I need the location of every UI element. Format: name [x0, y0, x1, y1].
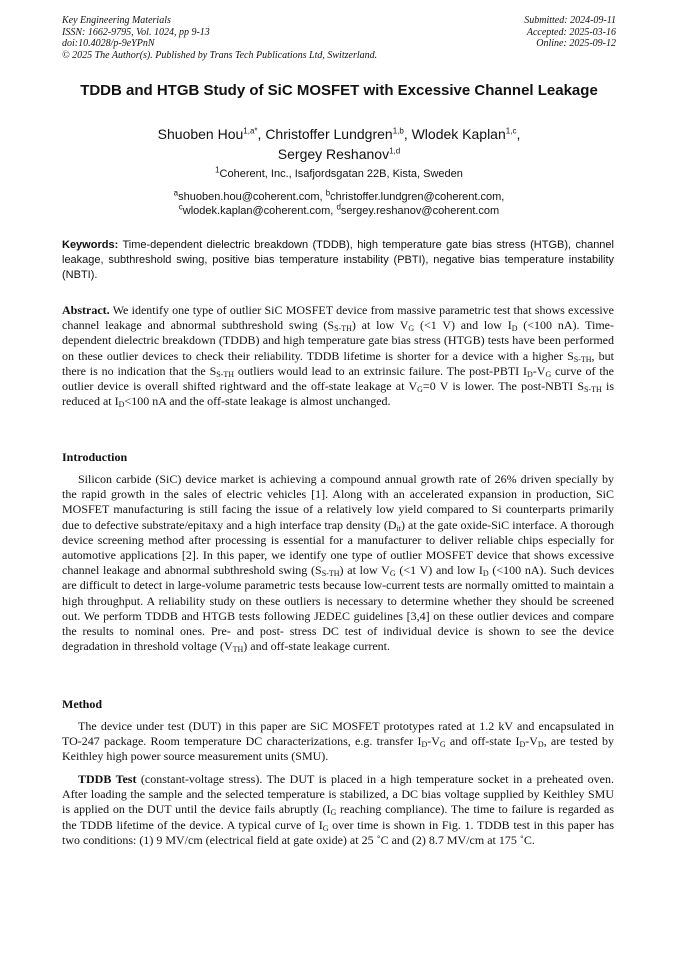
text-run: Silicon carbide (SiC) device market is achieving a compound annual growth rate of 26% driven specially by the rapid growth in the sales of electric vehicles [1]. Along with an accelerated expansion in production, SiC MOSFET manufacturing is still facing the issue of a relatively low yield compared to Si counterparts primarily due to defective substrate/epitaxy and a high interface trap density (D	[62, 472, 614, 532]
accepted-date: Accepted: 2025-03-16	[526, 26, 616, 38]
subscript: D	[511, 324, 518, 334]
text-run: reaching compliance). The time to failure is regarded as the TDDB lifetime of the device. A typical curve of I	[62, 802, 615, 832]
author-marker: 1,d	[389, 146, 401, 156]
journal-name: Key Engineering Materials	[62, 15, 171, 26]
abstract-label: Abstract.	[62, 303, 110, 317]
keywords-section	[62, 238, 614, 283]
subscript: D	[519, 740, 526, 750]
text-run: We identify one type of outlier SiC MOSFET device from massive parametric test that shows excessive channel leakage and abnormal subthreshold swing (S	[62, 303, 614, 333]
email-marker: a	[173, 188, 179, 198]
text-run: The device under test (DUT) in this paper are SiC MOSFET prototypes rated at 1.2 kV and encapsulated in TO-247 package. Room temperature DC characterizations, e.g. transfer I	[62, 719, 614, 749]
subscript: G	[330, 808, 337, 818]
author-marker: 1,c	[505, 126, 517, 136]
tddb-test-label: TDDB Test	[78, 772, 137, 786]
author-name: Sergey Reshanov	[277, 146, 390, 162]
dates-info	[416, 15, 616, 50]
email-marker: d	[336, 202, 341, 212]
affiliation	[70, 167, 608, 181]
subscript: D	[118, 400, 125, 410]
text-run: -V	[525, 734, 538, 749]
text-run: and off-state I	[445, 734, 520, 749]
online-date: Online: 2025-09-12	[536, 38, 616, 49]
text-run: ) at low V	[339, 563, 390, 578]
affiliation-text: Coherent, Inc., Isafjordsgatan 22B, Kista, Sweden	[219, 168, 463, 180]
author-list	[70, 124, 608, 164]
subscript: G	[545, 369, 552, 379]
text-run: (<100 nA). Such devices are difficult to detect in large-volume parametric tests because low-current tests are normally omitted to maintain a high throughput. A reliability study on these outliers is necessary to determine whether they should be screened out. We perform TDDB and HTGB tests following JEDEC guidelines [3,4] on these outlier devices and compare the results to nominal ones. Pre- and post- stress DC test of individual device is shown to see the device degradation in threshold voltage (V	[62, 563, 614, 654]
subscript: S-TH	[321, 569, 340, 579]
subscript: D	[482, 569, 489, 579]
author-marker: 1,a*	[243, 126, 258, 136]
email-link[interactable]: christoffer.lundgren@coherent.com,	[330, 191, 505, 203]
author-name: Shuoben Hou	[157, 126, 244, 142]
text-run: , are tested by Keithley high power source measurement units (SMU).	[62, 734, 615, 764]
email-marker: b	[325, 188, 331, 198]
text-run: (<1 V) and low I	[395, 563, 483, 578]
email-list	[70, 190, 608, 218]
method-paragraph-tddb	[62, 772, 614, 848]
text-run: (<100 nA). Time-dependent dielectric breakdown (TDDB) and high temperature gate bias stress (HTGB) tests have been performed on these outlier devices to check their reliability. TDDB lifetime is shorter for a device with a higher S	[62, 318, 614, 363]
subscript: G	[417, 385, 423, 395]
subscript: it	[396, 523, 401, 533]
subscript: S-TH	[216, 369, 235, 379]
introduction-paragraph	[62, 472, 614, 654]
text-run: (constant-voltage stress). The DUT is placed in a high temperature socket in a preheated oven. After loading the sample and the selected temperature is stabilized, a DC bias voltage supplied by Keithley SMU is applied on the DUT until the device fails abruptly (I	[62, 772, 614, 817]
subscript: D	[537, 740, 544, 750]
text-run: (<1 V) and low I	[414, 318, 512, 333]
subscript: G	[322, 823, 329, 833]
paper-title: TDDB and HTGB Study of SiC MOSFET with Excessive Channel Leakage	[80, 82, 598, 99]
abstract-paragraph	[62, 303, 614, 409]
subscript: D	[526, 369, 533, 379]
text-run: over time is shown in Fig. 1. TDDB test in this paper has two conditions: (1) 9 MV/cm (electrical field at gate oxide) at 25 ˚C and (2) 8.7 MV/cm at 175 ˚C.	[62, 817, 614, 847]
text-run: -V	[532, 363, 546, 378]
section-heading-introduction: Introduction	[62, 450, 128, 464]
email-link[interactable]: shuoben.hou@coherent.com,	[178, 191, 323, 203]
text-run: curve of the outlier device is overall shifted rightward and the off-state leakage at V	[62, 363, 614, 394]
section-heading-method: Method	[62, 697, 102, 711]
author-name: Wlodek Kaplan	[411, 126, 506, 142]
keywords-text: Time-dependent dielectric breakdown (TDDB), high temperature gate bias stress (HTGB), channel leakage, subthreshold swing, positive bias temperature instability (PBTI), negative bias temperature instability (NBTI).	[62, 239, 614, 281]
text-run: ) at low V	[351, 318, 409, 333]
subscript: S-TH	[584, 385, 602, 395]
keywords-label: Keywords:	[62, 239, 119, 251]
author-separator: ,	[403, 126, 412, 142]
method-paragraph-dut	[62, 719, 614, 765]
email-marker: c	[178, 202, 183, 212]
email-link[interactable]: sergey.reshanov@coherent.com	[340, 205, 500, 217]
copyright-line: © 2025 The Author(s). Published by Trans Tech Publications Ltd, Switzerland.	[62, 49, 378, 61]
text-run: =0 V is lower. The post-NBTI S	[422, 379, 584, 394]
text-run: ) at the gate oxide-SiC interface. A thorough device screening method after processing is essential for a manufacturer to deliver reliable chips especially for automotive applications [2]. In this paper, we identify one type of outlier MOSFET device that shows excessive channel leakage and abnormal subthreshold swing (S	[62, 517, 614, 578]
subscript: TH	[232, 645, 244, 655]
email-link[interactable]: wlodek.kaplan@coherent.com,	[182, 205, 334, 217]
text-run: is reduced at I	[62, 379, 615, 409]
subscript: G	[439, 740, 446, 750]
subscript: G	[389, 569, 396, 579]
subscript: G	[408, 324, 415, 334]
affiliation-marker: 1	[215, 165, 220, 175]
subscript: S-TH	[334, 324, 352, 334]
author-marker: 1,b	[392, 126, 404, 136]
doi-line[interactable]: doi:10.4028/p-9eYPnN	[62, 38, 155, 49]
text-run: <100 nA and the off-state leakage is almost unchanged.	[124, 394, 391, 409]
text-run: , but there is no indication that the S	[62, 348, 614, 378]
subscript: S-TH	[573, 354, 592, 364]
text-run: ) and off-state leakage current.	[243, 639, 390, 654]
text-run: outliers would lead to an extrinsic failure. The post-PBTI I	[234, 363, 527, 378]
journal-info	[62, 15, 462, 61]
author-name: Christoffer Lundgren	[265, 126, 393, 142]
issn-line: ISSN: 1662-9795, Vol. 1024, pp 9-13	[62, 26, 210, 38]
submitted-date: Submitted: 2024-09-11	[524, 15, 616, 26]
subscript: D	[421, 740, 428, 750]
text-run: -V	[427, 734, 440, 749]
author-separator: ,	[257, 126, 266, 142]
author-separator: ,	[516, 126, 521, 142]
